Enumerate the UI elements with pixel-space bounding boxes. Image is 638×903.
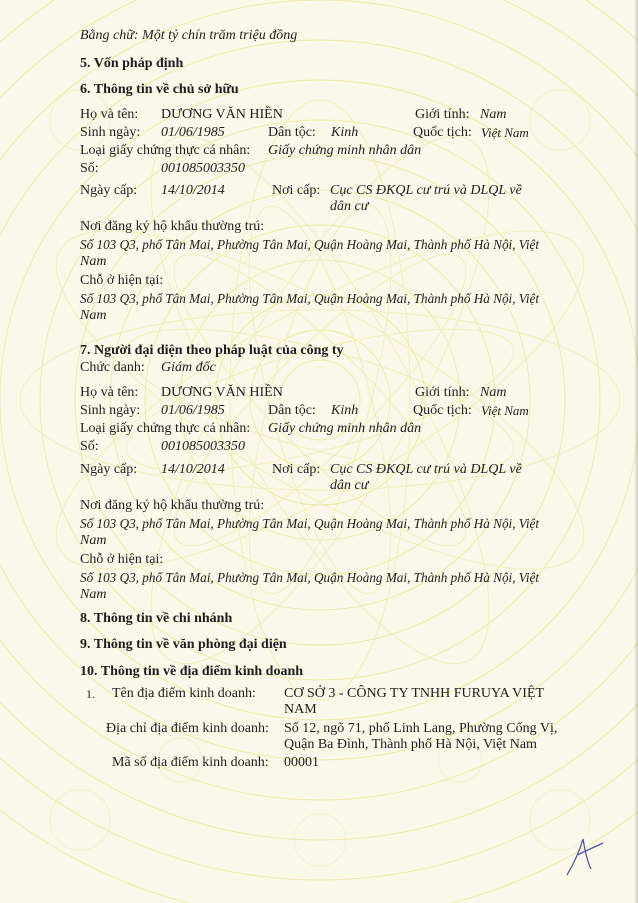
owner-nation-label: Quốc tịch: [413, 125, 472, 140]
rep-issue-label: Ngày cấp: [80, 462, 138, 477]
rep-issue-value: 14/10/2014 [161, 462, 225, 477]
owner-idno-label: Số: [80, 161, 99, 176]
rep-perm-label: Nơi đăng ký hộ khẩu thường trú: [80, 498, 265, 513]
section-10-title: 10. Thông tin về địa điểm kinh doanh [80, 664, 304, 679]
rep-ethnic-value: Kinh [331, 403, 359, 418]
rep-dob-value: 01/06/1985 [161, 403, 225, 418]
rep-gender-value: Nam [480, 385, 507, 400]
owner-ethnic-label: Dân tộc: [268, 125, 316, 140]
owner-nation-value: Việt Nam [481, 125, 529, 140]
owner-name-label: Họ và tên: [80, 107, 139, 122]
owner-name-value: DƯƠNG VĂN HIỀN [161, 107, 283, 122]
owner-perm-value-2: Nam [80, 254, 107, 269]
rep-cur-value-1: Số 103 Q3, phố Tân Mai, Phường Tân Mai, Quận Hoàng Mai, Thành phố Hà Nội, Việt [80, 570, 540, 585]
owner-place-value-1: Cục CS ĐKQL cư trú và DLQL về [330, 183, 522, 198]
owner-idtype-label: Loại giấy chứng thực cá nhân: [80, 143, 251, 158]
owner-place-value-2: dân cư [330, 199, 369, 214]
biz-name-value-2: NAM [284, 702, 317, 717]
rep-position-label: Chức danh: [80, 360, 145, 375]
scan-edge-shadow [634, 0, 638, 903]
amount-in-words-value: Một tỷ chín trăm triệu đồng [142, 28, 298, 43]
biz-item-number: 1. [86, 687, 95, 701]
owner-perm-label: Nơi đăng ký hộ khẩu thường trú: [80, 219, 265, 234]
rep-idno-value: 001085003350 [161, 439, 245, 454]
rep-name-value: DƯƠNG VĂN HIỀN [161, 385, 283, 400]
owner-idno-value: 001085003350 [161, 161, 245, 176]
signature-initial [555, 825, 615, 885]
rep-perm-value-1: Số 103 Q3, phố Tân Mai, Phường Tân Mai, Quận Hoàng Mai, Thành phố Hà Nội, Việt [80, 516, 540, 531]
rep-place-value-2: dân cư [330, 478, 369, 493]
amount-in-words-label: Bằng chữ: [80, 28, 139, 43]
owner-gender-value: Nam [480, 107, 507, 122]
rep-place-label: Nơi cấp: [272, 462, 321, 477]
biz-name-label: Tên địa điểm kinh doanh: [112, 686, 256, 701]
rep-position-value: Giám đốc [161, 360, 216, 375]
biz-address-label: Địa chỉ địa điểm kinh doanh: [106, 721, 269, 736]
rep-cur-value-2: Nam [80, 587, 107, 602]
owner-issue-label: Ngày cấp: [80, 183, 138, 198]
biz-code-label: Mã số địa điểm kinh doanh: [112, 755, 269, 770]
section-9-title: 9. Thông tin về văn phòng đại diện [80, 637, 287, 652]
owner-place-label: Nơi cấp: [272, 183, 321, 198]
biz-code-value: 00001 [284, 755, 319, 770]
rep-perm-value-2: Nam [80, 533, 107, 548]
biz-address-value-2: Quận Ba Đình, Thành phố Hà Nội, Việt Nam [284, 737, 537, 752]
owner-gender-label: Giới tính: [415, 107, 470, 122]
rep-idtype-label: Loại giấy chứng thực cá nhân: [80, 421, 251, 436]
owner-idtype-value: Giấy chứng minh nhân dân [268, 143, 422, 158]
owner-cur-label: Chỗ ở hiện tại: [80, 273, 164, 288]
section-8-title: 8. Thông tin về chi nhánh [80, 611, 233, 626]
section-7-title: 7. Người đại diện theo pháp luật của công ty [80, 343, 344, 358]
owner-issue-value: 14/10/2014 [161, 183, 225, 198]
rep-ethnic-label: Dân tộc: [268, 403, 316, 418]
rep-idtype-value: Giấy chứng minh nhân dân [268, 421, 422, 436]
biz-name-value-1: CƠ SỞ 3 - CÔNG TY TNHH FURUYA VIỆT [284, 686, 545, 701]
biz-address-value-1: Số 12, ngõ 71, phố Linh Lang, Phường Cống Vị, [284, 721, 558, 736]
owner-ethnic-value: Kinh [331, 125, 359, 140]
owner-perm-value-1: Số 103 Q3, phố Tân Mai, Phường Tân Mai, Quận Hoàng Mai, Thành phố Hà Nội, Việt [80, 237, 540, 252]
rep-place-value-1: Cục CS ĐKQL cư trú và DLQL về [330, 462, 522, 477]
rep-nation-label: Quốc tịch: [413, 403, 472, 418]
rep-cur-label: Chỗ ở hiện tại: [80, 552, 164, 567]
owner-dob-value: 01/06/1985 [161, 125, 225, 140]
owner-dob-label: Sinh ngày: [80, 125, 141, 140]
amount-in-words [80, 28, 297, 44]
rep-name-label: Họ và tên: [80, 385, 139, 400]
section-5-title: 5. Vốn pháp định [80, 56, 184, 71]
rep-nation-value: Việt Nam [481, 403, 529, 418]
rep-dob-label: Sinh ngày: [80, 403, 141, 418]
rep-idno-label: Số: [80, 439, 99, 454]
rep-gender-label: Giới tính: [415, 385, 470, 400]
section-6-title: 6. Thông tin về chủ sở hữu [80, 82, 239, 97]
owner-cur-value-1: Số 103 Q3, phố Tân Mai, Phường Tân Mai, Quận Hoàng Mai, Thành phố Hà Nội, Việt [80, 291, 540, 306]
owner-cur-value-2: Nam [80, 308, 107, 323]
